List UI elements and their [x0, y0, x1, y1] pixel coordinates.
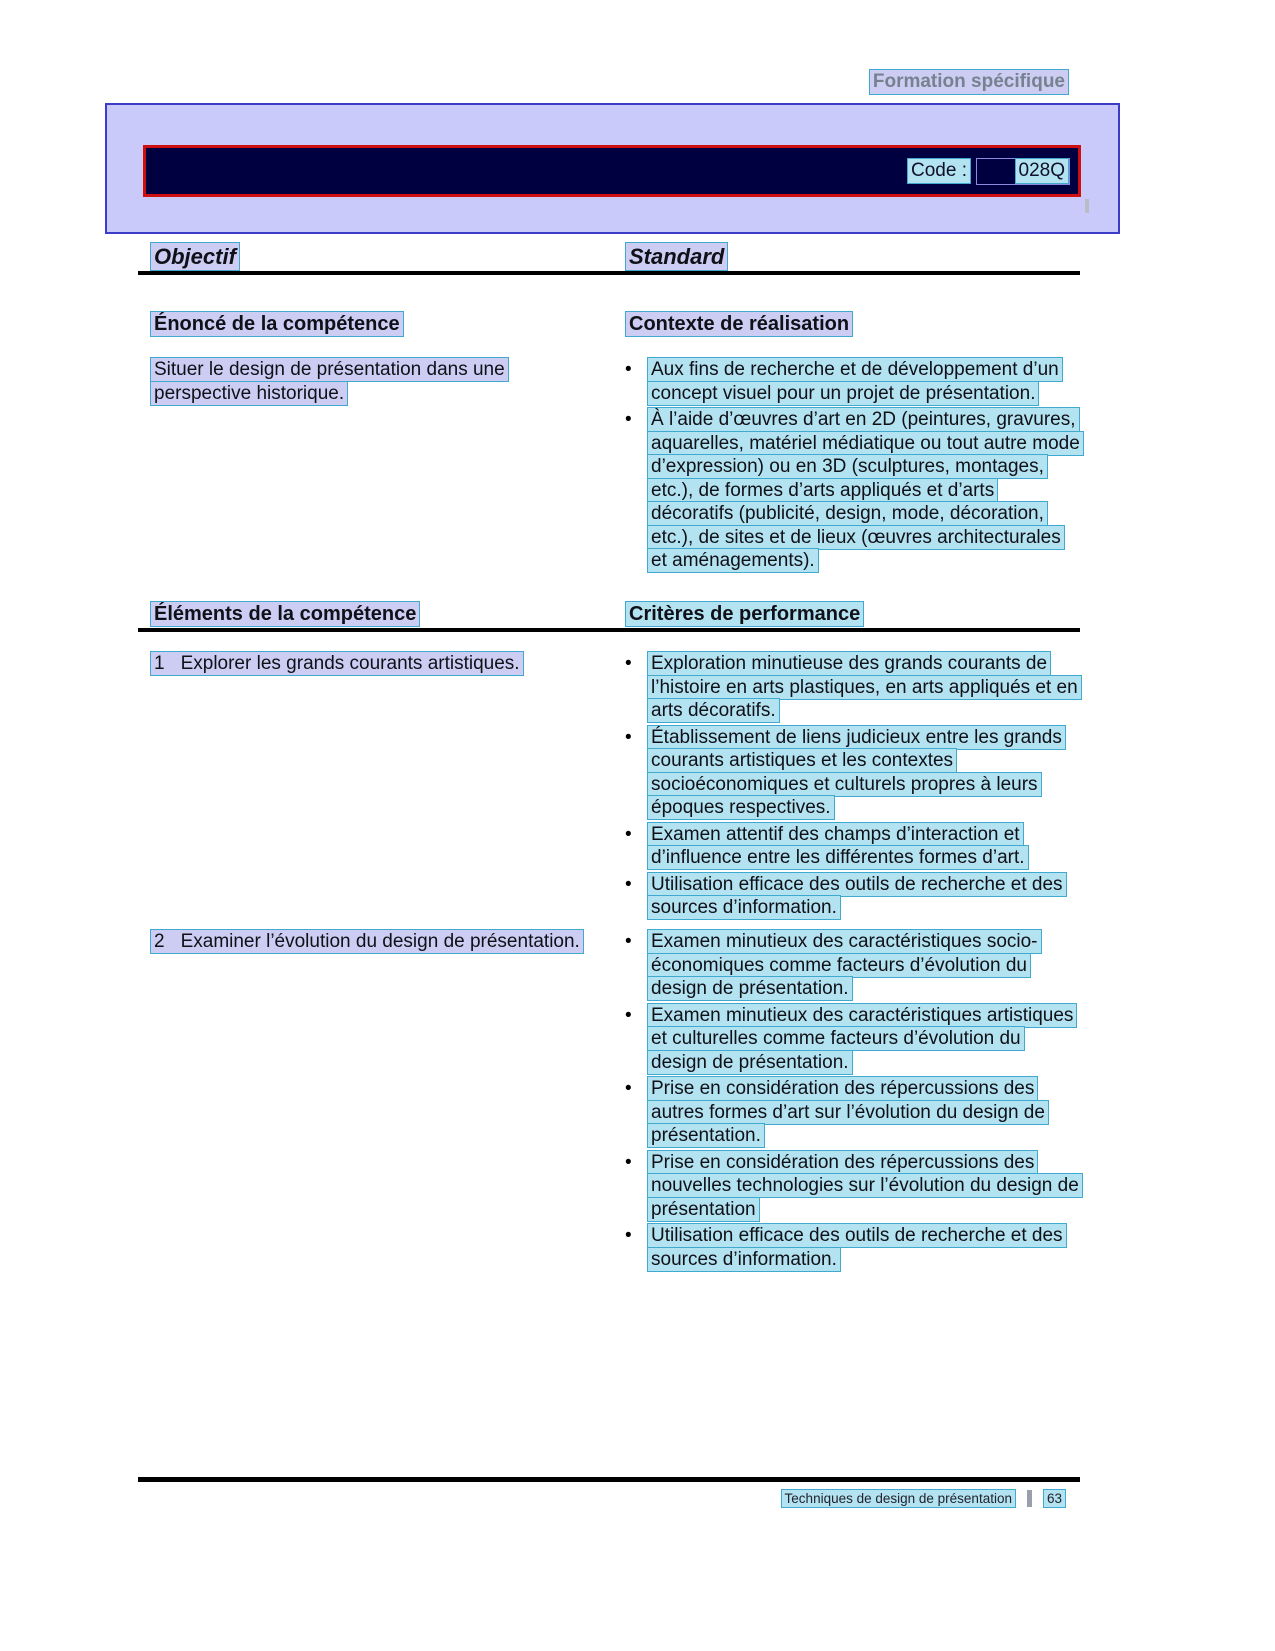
- bullet-item: [625, 1151, 1080, 1222]
- bullet-text: À l’aide d’œuvres d’art en 2D (peintures, gravures, aquarelles, matériel médiatique ou tout autre mode d’expression) ou en 3D (sculptures, montages, etc.), de formes d’arts appliqués et d’arts décoratifs (publicité, design, mode, décoration, etc.), de sites et de lieux (œuvres architecturales et aménagements).: [647, 407, 1084, 573]
- bullet-icon: •: [625, 931, 632, 952]
- bullet-icon: •: [625, 359, 632, 380]
- bullet-item: [625, 1224, 1080, 1271]
- title-banner: [105, 103, 1120, 234]
- element-item-1-label: [150, 651, 524, 676]
- bullet-text-wrap: [647, 1077, 1080, 1148]
- bullet-item: [625, 1077, 1080, 1148]
- bullet-text-wrap: [647, 358, 1080, 405]
- bullet-item: [625, 930, 1080, 1001]
- objectif-column: [138, 244, 625, 270]
- competence-headers-row: [138, 313, 1080, 336]
- bullet-text-wrap: [647, 652, 1080, 723]
- running-head: Formation spécifique: [869, 69, 1069, 95]
- bullet-item: [625, 652, 1080, 723]
- enonce-column: [138, 313, 625, 336]
- criteria-list-1: [625, 652, 1080, 923]
- criteres-heading: Critères de performance: [625, 601, 864, 627]
- bullet-text: Utilisation efficace des outils de recherche et des sources d’information.: [647, 1223, 1067, 1272]
- title-banner-inner-box: [143, 145, 1081, 197]
- bullet-text: Examen minutieux des caractéristiques socio-économiques comme facteurs d’évolution du design de présentation.: [647, 929, 1042, 1001]
- bullet-item: [625, 408, 1080, 573]
- bullet-item: [625, 358, 1080, 405]
- competence-statement: Situer le design de présentation dans une perspective historique.: [150, 357, 509, 406]
- bullet-icon: •: [625, 1151, 632, 1173]
- bullet-text: Établissement de liens judicieux entre les grands courants artistiques et les contextes socioéconomiques et culturels propres à leurs époques respectives.: [647, 725, 1066, 821]
- element-item-2-label-column: [138, 930, 625, 1274]
- footer-document-title: Techniques de design de présentation: [781, 1489, 1016, 1508]
- bullet-item: [625, 823, 1080, 870]
- bullet-icon: •: [625, 823, 632, 845]
- bullet-text: Utilisation efficace des outils de recherche et des sources d’information.: [647, 872, 1067, 921]
- criteria-list-2: [625, 930, 1080, 1274]
- element-item-1-text: Explorer les grands courants artistiques.: [180, 653, 520, 674]
- bullet-text: Prise en considération des répercussions des autres formes d’art sur l’évolution du design de présentation.: [647, 1076, 1049, 1148]
- competence-statement-wrap: [150, 358, 552, 405]
- code-value: 028Q: [1015, 158, 1069, 184]
- contexte-column: [625, 313, 1080, 336]
- bullet-icon: •: [625, 653, 632, 674]
- bullet-item: [625, 1004, 1080, 1075]
- criteres-column: [625, 603, 1080, 626]
- bullet-icon: •: [625, 409, 632, 430]
- element-item-2-row: [138, 930, 1080, 1274]
- bullet-item: [625, 726, 1080, 820]
- standard-heading: Standard: [625, 242, 728, 271]
- bullet-text: Aux fins de recherche et de développement d’un concept visuel pour un projet de présentation.: [647, 357, 1063, 406]
- bullet-text-wrap: [647, 408, 1080, 573]
- element-item-1-row: [138, 652, 1080, 923]
- element-item-1-label-column: [138, 652, 625, 923]
- bullet-text: Exploration minutieuse des grands courants de l’histoire en arts plastiques, en arts appliqués et en arts décoratifs.: [647, 651, 1082, 723]
- bullet-icon: •: [625, 1004, 632, 1026]
- section-divider: [138, 271, 1080, 275]
- elements-headers-row: [138, 603, 1080, 626]
- bullet-text: Examen attentif des champs d’interaction et d’influence entre les différentes formes d’art.: [647, 822, 1029, 871]
- objectif-heading: Objectif: [150, 242, 240, 271]
- footer-divider: [138, 1477, 1080, 1482]
- bullet-text-wrap: [647, 873, 1080, 920]
- standard-column: [625, 244, 1080, 270]
- competence-content-row: [138, 358, 1080, 576]
- competence-statement-column: [138, 358, 625, 576]
- contexte-heading: Contexte de réalisation: [625, 311, 853, 337]
- bullet-text: Examen minutieux des caractéristiques artistiques et culturelles comme facteurs d’évolution du design de présentation.: [647, 1003, 1077, 1075]
- elements-column: [138, 603, 625, 626]
- element-item-2-text: Examiner l’évolution du design de présentation.: [180, 931, 580, 952]
- footer-separator: [1027, 1490, 1032, 1507]
- element-item-2-label: [150, 929, 584, 954]
- bullet-text-wrap: [647, 1224, 1080, 1271]
- paragraph-mark: [1085, 199, 1089, 213]
- objectif-standard-row: [138, 244, 1080, 270]
- bullet-icon: •: [625, 1225, 632, 1246]
- enonce-heading: Énoncé de la compétence: [150, 311, 404, 337]
- bullet-text-wrap: [647, 1151, 1080, 1222]
- bullet-text-wrap: [647, 930, 1080, 1001]
- code-field: [976, 158, 1070, 185]
- context-bullet-list: [625, 358, 1080, 576]
- footer: [138, 1489, 1080, 1508]
- element-item-1-number: 1: [154, 653, 165, 674]
- bullet-icon: •: [625, 873, 632, 895]
- bullet-icon: •: [625, 726, 632, 748]
- bullet-icon: •: [625, 1078, 632, 1099]
- bullet-item: [625, 873, 1080, 920]
- bullet-text: Prise en considération des répercussions des nouvelles technologies sur l’évolution du design de présentation: [647, 1150, 1083, 1222]
- code-label: Code :: [907, 158, 971, 184]
- bullet-text-wrap: [647, 823, 1080, 870]
- bullet-text-wrap: [647, 1004, 1080, 1075]
- elements-heading: Éléments de la compétence: [150, 601, 420, 627]
- section-divider: [138, 628, 1080, 632]
- bullet-text-wrap: [647, 726, 1080, 820]
- element-item-2-number: 2: [154, 931, 165, 952]
- footer-page-number: 63: [1043, 1489, 1066, 1508]
